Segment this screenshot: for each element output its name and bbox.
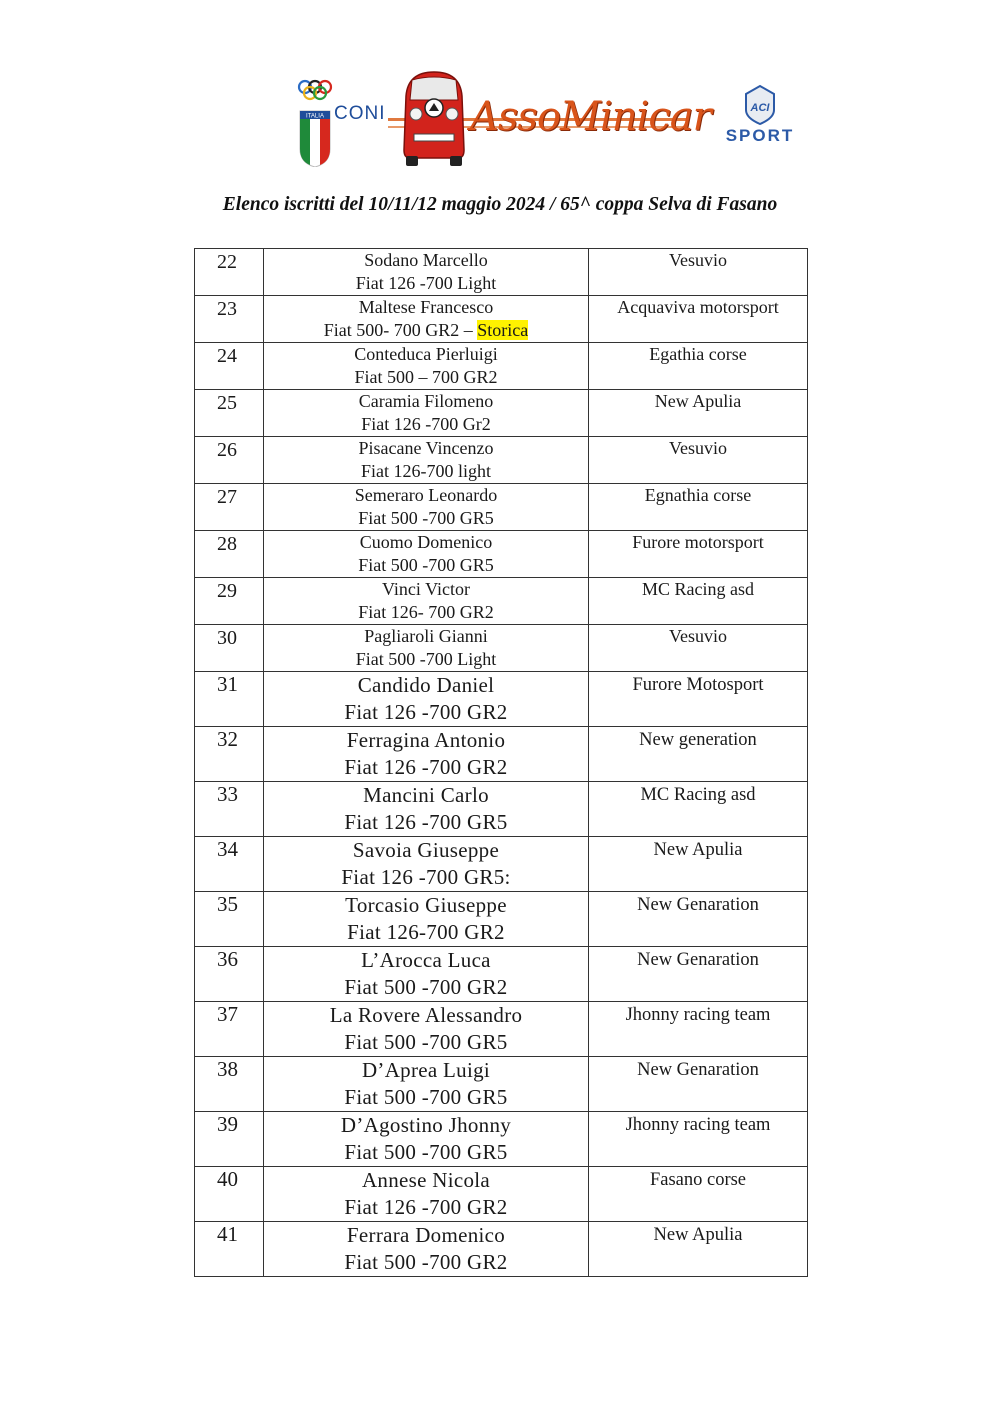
page-title: Elenco iscritti del 10/11/12 maggio 2024 / 65^ coppa Selva di Fasano — [222, 194, 778, 215]
driver-car-cell — [264, 947, 589, 1002]
driver-car-cell — [264, 672, 589, 727]
driver-car-cell — [264, 892, 589, 947]
driver-name: Pagliaroli Gianni — [364, 626, 488, 646]
team-name: Acquaviva motorsport — [589, 296, 808, 343]
entry-number: 28 — [195, 531, 264, 578]
team-name: Jhonny racing team — [589, 1002, 808, 1057]
highlighted-category: Storica — [477, 320, 529, 340]
driver-name: Maltese Francesco — [358, 297, 494, 317]
team-name: Fasano corse — [589, 1167, 808, 1222]
team-name: New generation — [589, 727, 808, 782]
driver-car-cell — [264, 1167, 589, 1222]
driver-name: Conteduca Pierluigi — [354, 344, 498, 364]
team-name: Jhonny racing team — [589, 1112, 808, 1167]
table-row — [195, 625, 808, 672]
table-row — [195, 390, 808, 437]
car-class: Fiat 126 -700 GR5: — [341, 864, 511, 889]
aci-sport-logo — [722, 84, 802, 146]
entry-number: 30 — [195, 625, 264, 672]
driver-car-cell — [264, 727, 589, 782]
driver-name: Sodano Marcello — [364, 250, 488, 270]
driver-car-cell — [264, 484, 589, 531]
driver-name: Candido Daniel — [357, 673, 495, 697]
car-class: Fiat 500 – 700 GR2 — [354, 367, 498, 387]
entry-number: 35 — [195, 892, 264, 947]
table-row — [195, 1112, 808, 1167]
car-class: Fiat 500 -700 GR5 — [344, 1139, 508, 1164]
driver-name: Pisacane Vincenzo — [358, 438, 494, 458]
driver-car-cell — [264, 390, 589, 437]
entry-number: 36 — [195, 947, 264, 1002]
team-name: New Apulia — [589, 837, 808, 892]
driver-car-cell — [264, 1222, 589, 1277]
car-class: Fiat 126-700 GR2 — [347, 919, 505, 944]
team-name: Egathia corse — [589, 343, 808, 390]
team-name: New Apulia — [589, 390, 808, 437]
driver-name: Vinci Victor — [382, 579, 470, 599]
driver-name: Annese Nicola — [361, 1168, 491, 1192]
car-class: Fiat 500 -700 GR2 — [344, 1249, 508, 1274]
table-row — [195, 531, 808, 578]
table-row — [195, 578, 808, 625]
team-name: Vesuvio — [589, 625, 808, 672]
table-row — [195, 947, 808, 1002]
table-row — [195, 343, 808, 390]
driver-name: Caramia Filomeno — [358, 391, 494, 411]
table-row — [195, 296, 808, 343]
driver-name: Ferragina Antonio — [346, 728, 506, 752]
team-name: Vesuvio — [589, 437, 808, 484]
table-row — [195, 1057, 808, 1112]
driver-name: D’Aprea Luigi — [361, 1058, 491, 1082]
table-row — [195, 837, 808, 892]
entry-number: 33 — [195, 782, 264, 837]
team-name: MC Racing asd — [589, 578, 808, 625]
car-class: Fiat 126 -700 GR2 — [344, 1194, 508, 1219]
table-row — [195, 892, 808, 947]
driver-name: Ferrara Domenico — [346, 1223, 506, 1247]
driver-name: L’Arocca Luca — [361, 948, 491, 972]
driver-name: Semeraro Leonardo — [354, 485, 498, 505]
driver-name: D’Agostino Jhonny — [340, 1113, 512, 1137]
driver-car-cell — [264, 249, 589, 296]
assominicar-wordmark: AssoMinicar — [470, 94, 711, 140]
car-class — [264, 319, 588, 342]
entry-number: 32 — [195, 727, 264, 782]
car-class: Fiat 126 -700 GR2 — [344, 754, 508, 779]
team-name: New Genaration — [589, 892, 808, 947]
driver-car-cell — [264, 437, 589, 484]
entry-number: 31 — [195, 672, 264, 727]
driver-car-cell — [264, 782, 589, 837]
entry-number: 25 — [195, 390, 264, 437]
team-name: MC Racing asd — [589, 782, 808, 837]
car-class: Fiat 126 -700 GR5 — [344, 809, 508, 834]
driver-car-cell — [264, 625, 589, 672]
table-row — [195, 437, 808, 484]
car-class-text: Fiat 500- 700 GR2 – — [323, 320, 478, 340]
table-row — [195, 1002, 808, 1057]
table-row — [195, 782, 808, 837]
aci-shield-icon — [722, 84, 798, 126]
driver-car-cell — [264, 1002, 589, 1057]
driver-car-cell — [264, 343, 589, 390]
driver-car-cell — [264, 578, 589, 625]
entry-list-table — [194, 248, 808, 1277]
car-class: Fiat 500 -700 Light — [355, 649, 497, 669]
driver-car-cell — [264, 1057, 589, 1112]
team-name: Furore Motosport — [589, 672, 808, 727]
header-logos — [0, 62, 1000, 172]
driver-car-cell — [264, 296, 589, 343]
car-class: Fiat 126 -700 GR2 — [344, 699, 508, 724]
car-class: Fiat 126 -700 Gr2 — [361, 414, 491, 434]
car-class: Fiat 500 -700 GR5 — [344, 1029, 508, 1054]
driver-name: Savoia Giuseppe — [352, 838, 500, 862]
entry-number: 29 — [195, 578, 264, 625]
car-class: Fiat 500 -700 GR5 — [358, 508, 494, 528]
driver-car-cell — [264, 1112, 589, 1167]
entry-number: 38 — [195, 1057, 264, 1112]
entry-number: 37 — [195, 1002, 264, 1057]
car-class: Fiat 500 -700 GR5 — [344, 1084, 508, 1109]
car-class: Fiat 500 -700 GR5 — [358, 555, 494, 575]
team-name: Egnathia corse — [589, 484, 808, 531]
assominicar-logo — [388, 68, 711, 172]
entry-number: 41 — [195, 1222, 264, 1277]
entry-number: 34 — [195, 837, 264, 892]
driver-name: Torcasio Giuseppe — [345, 893, 507, 917]
entry-number: 23 — [195, 296, 264, 343]
table-row — [195, 484, 808, 531]
table-row — [195, 1167, 808, 1222]
team-name: New Apulia — [589, 1222, 808, 1277]
team-name: New Genaration — [589, 947, 808, 1002]
svg-text:ITALIA: ITALIA — [306, 113, 324, 120]
driver-name: Cuomo Domenico — [359, 532, 493, 552]
car-class: Fiat 126 -700 Light — [355, 273, 497, 293]
driver-name: Mancini Carlo — [363, 783, 489, 807]
table-row — [195, 727, 808, 782]
driver-car-cell — [264, 837, 589, 892]
entry-number: 24 — [195, 343, 264, 390]
svg-text:ACI: ACI — [750, 102, 770, 114]
driver-car-cell — [264, 531, 589, 578]
car-class: Fiat 126-700 light — [361, 461, 491, 481]
table-row — [195, 1222, 808, 1277]
car-class: Fiat 500 -700 GR2 — [344, 974, 508, 999]
coni-label: CONI — [334, 103, 386, 124]
driver-name: La Rovere Alessandro — [329, 1003, 523, 1027]
table-row — [195, 672, 808, 727]
team-name: Vesuvio — [589, 249, 808, 296]
entry-number: 27 — [195, 484, 264, 531]
aci-sport-label: SPORT — [725, 126, 795, 145]
entry-number: 39 — [195, 1112, 264, 1167]
team-name: New Genaration — [589, 1057, 808, 1112]
entry-number: 40 — [195, 1167, 264, 1222]
coni-logo — [296, 77, 386, 167]
entry-number: 26 — [195, 437, 264, 484]
car-class: Fiat 126- 700 GR2 — [358, 602, 494, 622]
table-row — [195, 249, 808, 296]
team-name: Furore motorsport — [589, 531, 808, 578]
entry-number: 22 — [195, 249, 264, 296]
